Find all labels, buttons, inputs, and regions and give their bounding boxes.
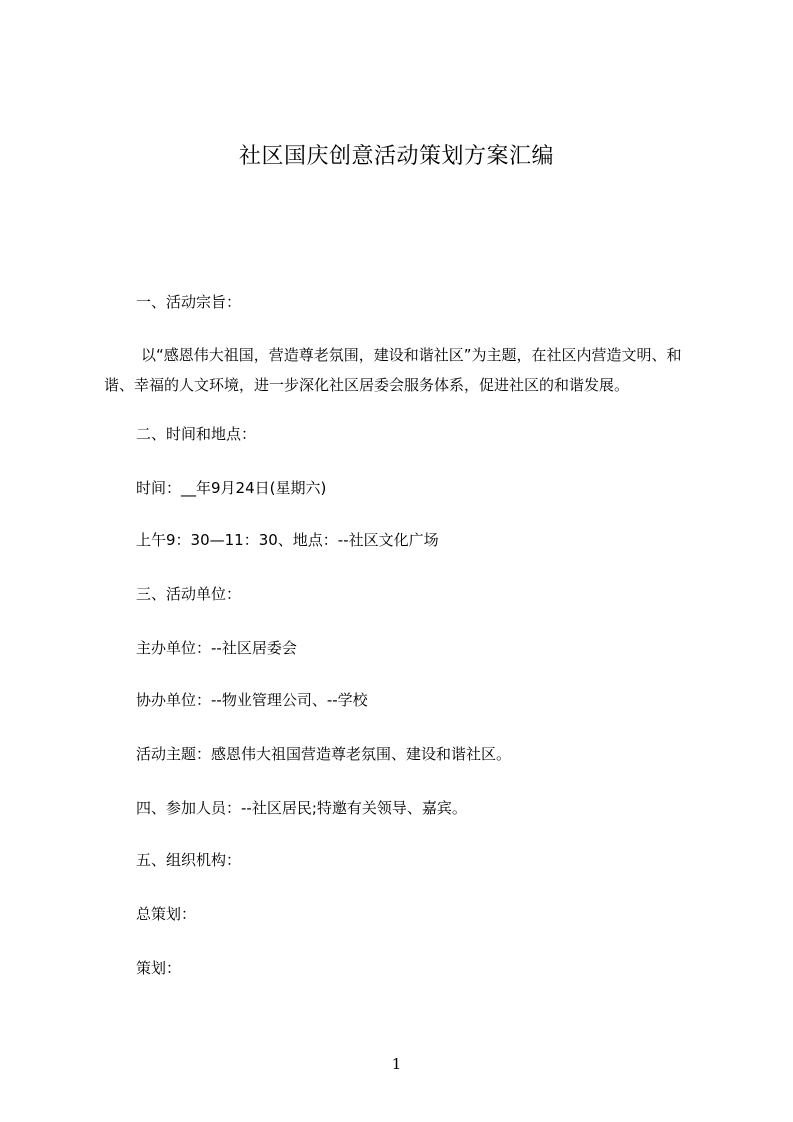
time-place-line: 上午9：30—11：30、地点：--社区文化广场 — [136, 531, 439, 549]
participants-line: 四、参加人员：--社区居民;特邀有关领导、嘉宾。 — [136, 799, 467, 817]
chief-planner-line: 总策划： — [136, 905, 197, 923]
time-line: 时间：__年9月24日(星期六) — [136, 479, 327, 497]
theme-line: 活动主题：感恩伟大祖国营造尊老氛围、建设和谐社区。 — [136, 745, 512, 763]
time-place-heading: 二、时间和地点： — [136, 425, 257, 443]
co-host-line: 协办单位：--物业管理公司、--学校 — [136, 691, 368, 709]
planner-line: 策划： — [136, 959, 182, 977]
units-heading: 三、活动单位： — [136, 585, 242, 603]
page-number: 1 — [391, 1055, 402, 1073]
host-line: 主办单位：--社区居委会 — [136, 639, 297, 657]
purpose-heading: 一、活动宗旨： — [136, 293, 242, 311]
page-title: 社区国庆创意活动策划方案汇编 — [238, 144, 554, 169]
org-heading: 五、组织机构： — [136, 851, 242, 869]
purpose-paragraph: 以“感恩伟大祖国，营造尊老氛围，建设和谐社区”为主题，在社区内营造文明、和谐、幸福的人文环境，进一步深化社区居委会服务体系，促进社区的和谐发展。 — [104, 346, 682, 394]
